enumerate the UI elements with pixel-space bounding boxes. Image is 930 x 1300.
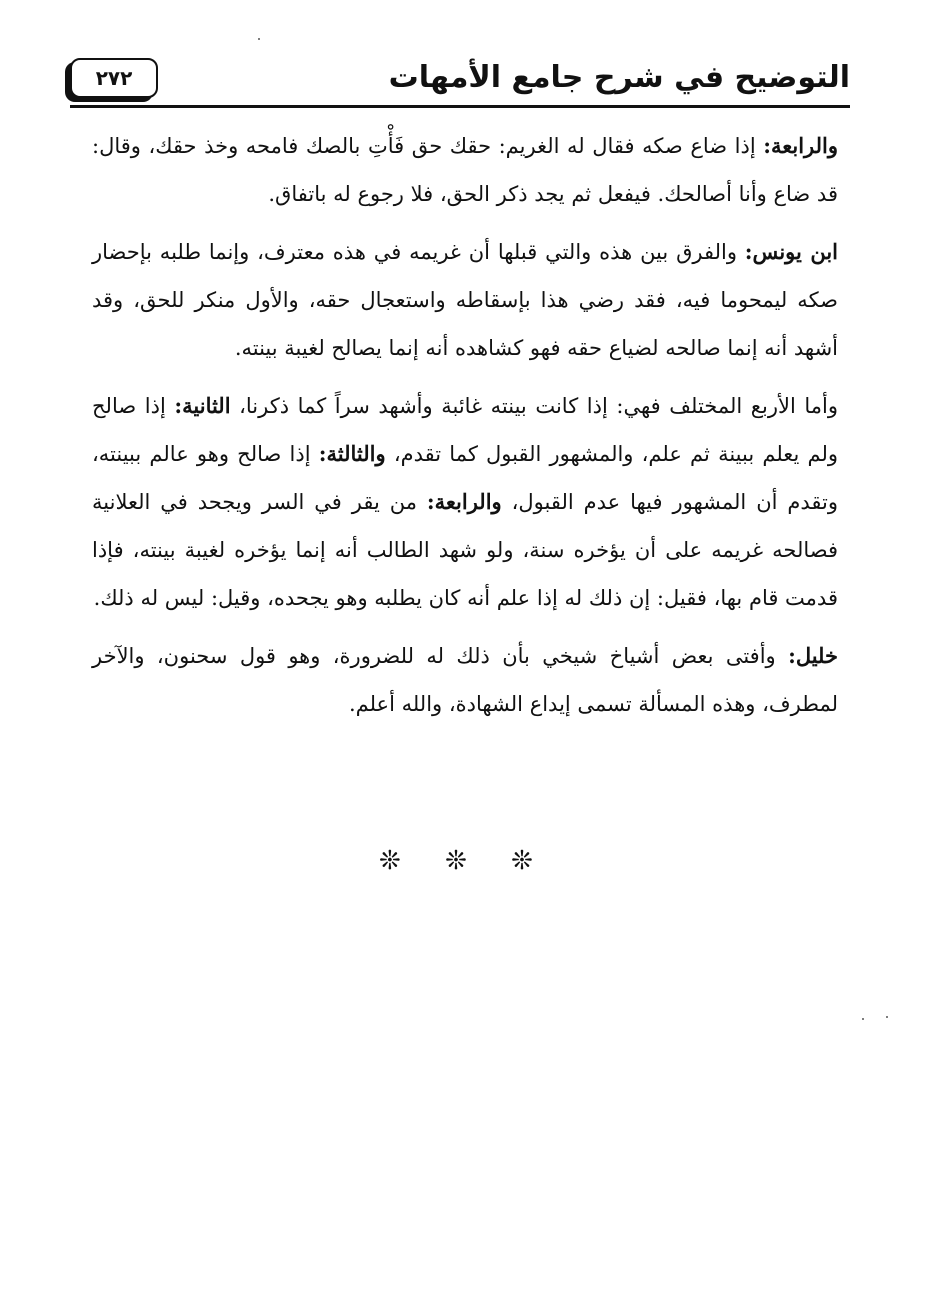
paragraph-lead: خليل: — [788, 643, 838, 668]
paragraph-1 — [92, 122, 838, 218]
paragraph-text: وأما الأربع المختلف فهي: إذا كانت بينته غائبة وأشهد سراً كما ذكرنا، — [230, 394, 838, 418]
page-number: ٢٧٢ — [70, 58, 158, 98]
header-rule — [70, 105, 850, 108]
paragraph-text: إذا صالح ولم يعلم ببينة ثم علم، والمشهور القبول كما تقدم، — [92, 394, 838, 466]
section-separator: ❊ ❊ ❊ — [379, 846, 551, 876]
inline-heading: والثالثة: — [318, 441, 386, 466]
body-text — [92, 122, 838, 738]
inline-heading: والرابعة: — [426, 489, 502, 514]
scan-speck — [886, 1016, 888, 1018]
paragraph-lead: ابن يونس: — [744, 239, 838, 264]
paragraph-4 — [92, 632, 838, 728]
paragraph-text: وأفتى بعض أشياخ شيخي بأن ذلك له للضرورة، وهو قول سحنون، والآخر لمطرف، وهذه المسألة تسمى إيداع الشهادة، والله أعلم. — [92, 644, 838, 716]
running-header — [70, 58, 850, 110]
paragraph-text: من يقر في السر ويجحد في العلانية فصالحه غريمه على أن يؤخره سنة، ولو شهد الطالب أنه إنما يؤخره لغيبة بينته، فإذا قدمت قام بها، فقيل: إن ذلك له إذا علم أنه كان يطلبه وهو يجحده، وقيل: ليس له ذلك. — [92, 490, 838, 610]
paragraph-text: والفرق بين هذه والتي قبلها أن غريمه في هذه معترف، وإنما طلبه بإحضار صكه ليمحوما فيه، فقد رضي هذا بإسقاطه واستعجال حقه، والأول منكر للحق، وقد أشهد أنه إنما صالحه لضياع حقه فهو كشاهده أنه إنما يصالح لغيبة بينته. — [92, 240, 838, 360]
paragraph-text: إذا ضاع صكه فقال له الغريم: حقك حق فَأْتِ بالصك فامحه وخذ حقك، وقال: قد ضاع وأنا أصالحك. فيفعل ثم يجد ذكر الحق، فلا رجوع له باتفاق. — [92, 134, 838, 206]
scan-speck — [862, 1018, 864, 1020]
paragraph-3 — [92, 382, 838, 622]
header-title: التوضيح في شرح جامع الأمهات — [388, 60, 850, 95]
inline-heading: الثانية: — [174, 393, 231, 418]
scan-speck — [258, 38, 260, 40]
paragraph-text: إذا صالح وهو عالم ببينته، وتقدم أن المشهور فيها عدم القبول، — [92, 442, 839, 514]
paragraph-2 — [92, 228, 838, 372]
paragraph-lead: والرابعة: — [763, 133, 838, 158]
